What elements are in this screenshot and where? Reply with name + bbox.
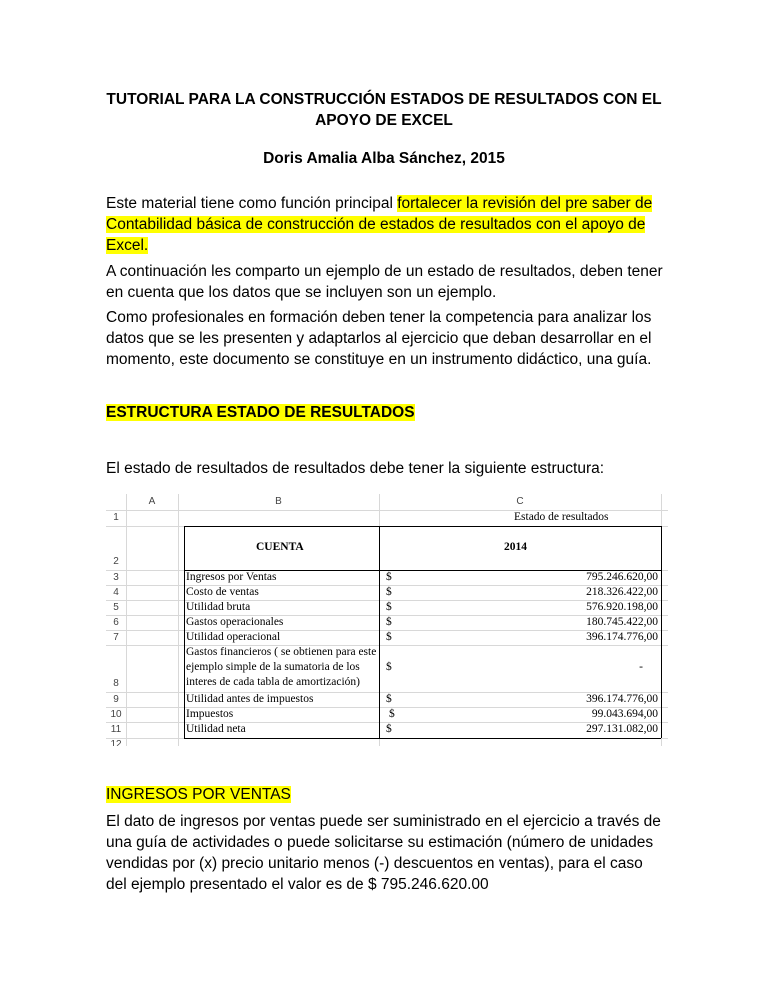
statement-title: Estado de resultados: [514, 511, 609, 523]
row-number: 5: [113, 602, 119, 613]
row-label-gastos-operacionales: Gastos operacionales: [186, 616, 284, 628]
row-label-gastos-financieros-3: interes de cada tabla de amortización): [186, 676, 361, 688]
section-heading-estructura: ESTRUCTURA ESTADO DE RESULTADOS: [106, 404, 415, 421]
currency-sign: $: [386, 661, 392, 673]
currency-sign: $: [386, 601, 392, 613]
row-number: 8: [113, 678, 119, 689]
intro-paragraph: [106, 193, 666, 256]
currency-sign: $: [386, 616, 392, 628]
row-number: 10: [110, 709, 122, 720]
intro-highlight: fortalecer la revisión del pre saber de Contabilidad básica de construcción de estados de resultados con el apoyo de Excel.: [106, 195, 653, 254]
intro-text: Este material tiene como función principal: [106, 195, 398, 212]
row-number: 6: [113, 617, 119, 628]
row-number: 3: [113, 572, 119, 583]
row-value-gastos-operacionales: 180.745.422,00: [586, 616, 658, 628]
currency-sign: $: [386, 693, 392, 705]
currency-sign: $: [386, 571, 392, 583]
row-value-costo: 218.326.422,00: [586, 586, 658, 598]
currency-sign: $: [386, 586, 392, 598]
row-number: 9: [113, 694, 119, 705]
row-value-utilidad-operacional: 396.174.776,00: [586, 631, 658, 643]
row-number: 2: [113, 556, 119, 567]
row-value-impuestos: 99.043.694,00: [591, 708, 658, 720]
row-label-gastos-financieros-2: ejemplo simple de la sumatoria de los: [186, 661, 360, 673]
column-header-a: A: [148, 496, 156, 507]
year-header: 2014: [504, 541, 527, 553]
row-value-utilidad-antes-impuestos: 396.174.776,00: [586, 693, 658, 705]
row-label-utilidad-neta: Utilidad neta: [186, 723, 246, 735]
row-label-utilidad-bruta: Utilidad bruta: [186, 601, 251, 613]
document-author: Doris Amalia Alba Sánchez, 2015: [263, 150, 505, 167]
paragraph-2: A continuación les comparto un ejemplo de un estado de resultados, deben tener en cuenta que los datos que se incluyen son un ejemplo.: [106, 263, 663, 301]
row-label-costo: Costo de ventas: [186, 586, 259, 598]
row-label-utilidad-operacional: Utilidad operacional: [186, 631, 281, 643]
currency-sign: $: [386, 723, 392, 735]
row-value-gastos-financieros: -: [639, 661, 643, 673]
row-number: 1: [113, 512, 119, 523]
row-label-ingresos: Ingresos por Ventas: [186, 571, 277, 583]
document-title: TUTORIAL PARA LA CONSTRUCCIÓN ESTADOS DE RESULTADOS CON EL APOYO DE EXCEL: [106, 91, 662, 129]
cuenta-header: CUENTA: [256, 541, 304, 553]
paragraph-5: El dato de ingresos por ventas puede ser suministrado en el ejercicio a través de una guía de actividades o puede solicitarse su estimación (número de unidades vendidas por (x) precio unitario menos (-) descuentos en ventas), para el caso del ejemplo presentado el valor es de $ 795.246.620.00: [106, 813, 661, 893]
section-heading-ingresos: INGRESOS POR VENTAS: [106, 786, 291, 803]
row-number: 4: [113, 587, 119, 598]
spreadsheet-image: [106, 494, 668, 746]
row-number: 11: [110, 724, 122, 735]
paragraph-4: El estado de resultados de resultados debe tener la siguiente estructura:: [106, 460, 605, 477]
row-value-utilidad-neta: 297.131.082,00: [586, 723, 658, 735]
row-number: 12: [110, 739, 122, 746]
row-number: 7: [113, 632, 119, 643]
currency-sign: $: [386, 631, 392, 643]
paragraph-3: Como profesionales en formación deben tener la competencia para analizar los datos que se les presenten y adaptarlos al ejercicio que deban desarrollar en el momento, este documento se constituye en un instrumento didáctico, una guía.: [106, 309, 652, 368]
row-label-utilidad-antes-impuestos: Utilidad antes de impuestos: [186, 693, 314, 705]
row-value-utilidad-bruta: 576.920.198,00: [586, 601, 658, 613]
row-value-ingresos: 795.246.620,00: [586, 571, 658, 583]
row-label-impuestos: Impuestos: [186, 708, 234, 720]
column-header-c: C: [516, 496, 524, 507]
currency-sign: $: [389, 708, 395, 720]
row-label-gastos-financieros-1: Gastos financieros ( se obtienen para este: [186, 646, 377, 658]
column-header-b: B: [275, 496, 282, 507]
